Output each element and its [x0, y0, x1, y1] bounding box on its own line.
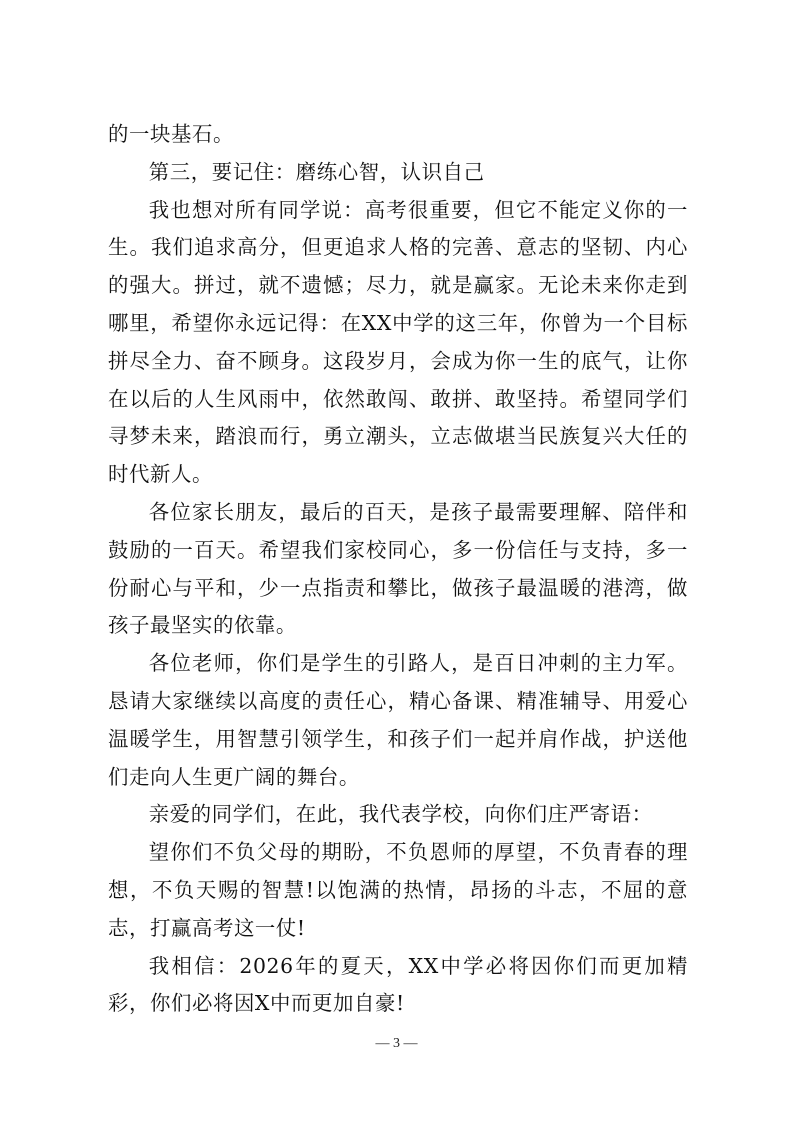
section-heading-third: 第三，要记住：磨练心智，认识自己 — [148, 159, 485, 184]
paragraph-continuation: 的一块基石。 — [108, 122, 234, 146]
paragraph-teachers: 各位老师，你们是学生的引路人，是百日冲刺的主力军。恳请大家继续以高度的责任心，精心备课、精准辅导、用爱心温暖学生，用智慧引领学生，和孩子们一起并肩作战，护送他们走向人生更广阔的舞台。 — [108, 651, 688, 789]
paragraph-closing: 我相信：2026年的夏天，XX中学必将因你们而更加精彩，你们必将因X中而更加自豪! — [108, 953, 688, 1016]
page-number: — 3 — — [375, 1036, 418, 1051]
paragraph-message: 望你们不负父母的期盼，不负恩师的厚望，不负青春的理想，不负天赐的智慧!以饱满的热情，昂扬的斗志，不屈的意志，打赢高考这一仗! — [108, 840, 688, 940]
paragraph-parents: 各位家长朋友，最后的百天，是孩子最需要理解、陪伴和鼓励的一百天。希望我们家校同心，多一份信任与支持，多一份耐心与平和，少一点指责和攀比，做孩子最温暖的港湾，做孩子最坚实的依靠。 — [108, 499, 688, 638]
paragraph-students: 我也想对所有同学说：高考很重要，但它不能定义你的一生。我们追求高分，但更追求人格的完善、意志的坚韧、内心的强大。拼过，就不遗憾；尽力，就是赢家。无论未来你走到哪里，希望你永远记得：在XX中学的这三年，你曾为一个目标拼尽全力、奋不顾身。这段岁月，会成为你一生的底气，让你在以后的人生风雨中，依然敢闯、敢拼、敢坚持。希望同学们寻梦未来，踏浪而行，勇立潮头，立志做堪当民族复兴大任的时代新人。 — [108, 197, 688, 487]
paragraph-message-intro: 亲爱的同学们，在此，我代表学校，向你们庄严寄语： — [148, 802, 653, 827]
body-text — [108, 116, 688, 1023]
